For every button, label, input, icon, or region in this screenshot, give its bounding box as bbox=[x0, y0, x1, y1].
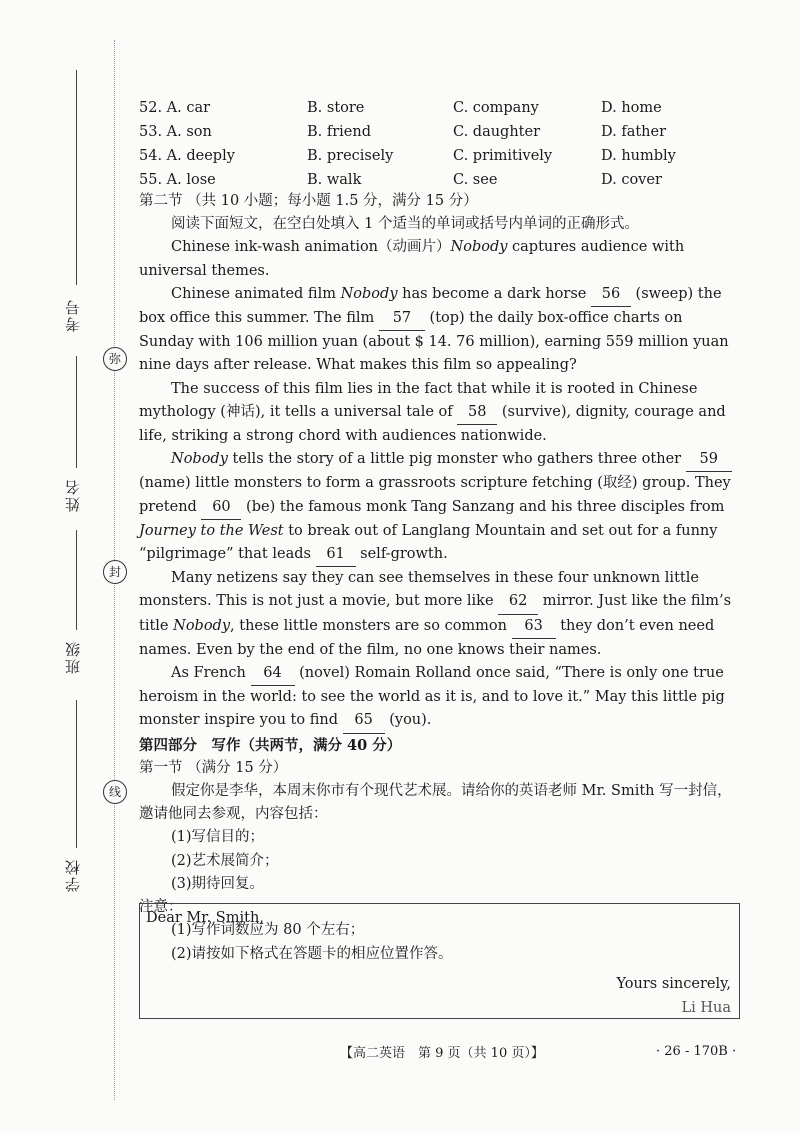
exam-body bbox=[139, 190, 739, 966]
note-label: 注意： bbox=[139, 899, 183, 916]
film-name: Nobody bbox=[173, 617, 231, 634]
option-d: D. cover bbox=[601, 172, 662, 188]
part4-heading: 第四部分 写作（共两节，满分 40 分） bbox=[139, 736, 402, 754]
note-2: (2)请按如下格式在答题卡的相应位置作答。 bbox=[171, 945, 453, 962]
margin-label-exam-number: 考号 bbox=[64, 298, 82, 332]
option-c: C. primitively bbox=[453, 148, 553, 164]
text: they don’t even need names. Even by the end of the film, no one knows their names. bbox=[139, 617, 715, 658]
margin-label-class: 班级 bbox=[64, 640, 82, 674]
option-a: 53. A. son bbox=[139, 124, 212, 140]
option-d: D. home bbox=[601, 100, 662, 116]
passage-title bbox=[139, 236, 739, 282]
text: (be) the famous monk Tang Sanzang and his three disciples from bbox=[241, 498, 725, 515]
section2-heading: 第二节 （共 10 小题；每小题 1.5 分，满分 15 分） bbox=[139, 193, 478, 209]
option-a: 55. A. lose bbox=[139, 172, 216, 188]
blank-57[interactable]: 57 bbox=[379, 307, 425, 331]
option-row bbox=[139, 168, 759, 192]
title-text: captures audience with universal themes. bbox=[139, 239, 685, 279]
writing-point-2: (2)艺术展简介； bbox=[171, 852, 279, 869]
cloze-options bbox=[139, 96, 759, 192]
margin-label-school: 学校 bbox=[64, 858, 82, 892]
text: (novel) Romain Rolland once said, “There is only one true heroism in the world: to see the world as it is, and to love it.” May this little pig monster inspire you to find bbox=[139, 665, 725, 729]
blank-63[interactable]: 63 bbox=[512, 615, 556, 639]
blank-60[interactable]: 60 bbox=[201, 496, 241, 520]
passage-paragraph-3 bbox=[139, 448, 739, 567]
footer-code: · 26 - 170B · bbox=[656, 1044, 737, 1059]
option-row bbox=[139, 144, 759, 168]
option-row bbox=[139, 120, 759, 144]
option-b: B. walk bbox=[307, 172, 362, 188]
seal-feng: 封 bbox=[103, 560, 127, 584]
blank-56[interactable]: 56 bbox=[591, 283, 631, 307]
text: tells the story of a little pig monster who gathers three other bbox=[227, 451, 686, 468]
blank-65[interactable]: 65 bbox=[343, 709, 385, 733]
option-b: B. precisely bbox=[307, 148, 394, 164]
option-c: C. company bbox=[453, 100, 539, 116]
writing-prompt: 假定你是李华，本周末你市有个现代艺术展。请给你的英语老师 Mr. Smith 写一封信，邀请他同去参观，内容包括： bbox=[139, 783, 732, 823]
title-film-name: Nobody bbox=[450, 239, 508, 256]
film-name: Nobody bbox=[171, 451, 228, 468]
text: (survive), dignity, courage and life, striking a strong chord with audiences nationwide. bbox=[139, 403, 726, 445]
passage-paragraph-2 bbox=[139, 378, 739, 449]
seal-xian: 线 bbox=[103, 780, 127, 804]
text: As French bbox=[171, 665, 251, 682]
text: mirror. Just like the film’s title bbox=[139, 593, 732, 634]
part4-subheading: 第一节 （满分 15 分） bbox=[139, 759, 288, 776]
letter-closing: Yours sincerely, bbox=[616, 976, 731, 992]
book-title: Journey to the West bbox=[139, 522, 284, 539]
blank-64[interactable]: 64 bbox=[251, 662, 295, 686]
text: The success of this film lies in the fact that while it is rooted in Chinese mythology (神话), it tells a universal tale of bbox=[139, 380, 698, 420]
film-name: Nobody bbox=[340, 285, 398, 302]
option-a: 54. A. deeply bbox=[139, 148, 235, 164]
text: (you). bbox=[384, 712, 432, 729]
option-b: B. friend bbox=[307, 124, 372, 140]
margin-write-line bbox=[76, 70, 77, 285]
text: Many netizens say they can see themselves in these four unknown little monsters. This is not just a movie, but more like bbox=[139, 570, 699, 610]
text: to break out of Langlang Mountain and set out for a funny “pilgrimage” that leads bbox=[139, 522, 718, 563]
letter-answer-box[interactable] bbox=[139, 903, 740, 1019]
margin-write-line bbox=[76, 356, 77, 468]
passage-paragraph-1 bbox=[139, 283, 739, 378]
margin-write-line bbox=[76, 530, 77, 630]
seal-mi: 弥 bbox=[103, 347, 127, 371]
text: (name) little monsters to form a grassroots scripture fetching (取经) group. They pretend bbox=[139, 475, 731, 515]
passage-paragraph-4 bbox=[139, 567, 739, 662]
text: has become a dark horse bbox=[397, 285, 591, 302]
text: self-growth. bbox=[355, 546, 448, 563]
blank-61[interactable]: 61 bbox=[316, 543, 356, 567]
section2-instruction: 阅读下面短文，在空白处填入 1 个适当的单词或括号内单词的正确形式。 bbox=[171, 216, 639, 233]
option-a: 52. A. car bbox=[139, 100, 211, 116]
margin-write-line bbox=[76, 700, 77, 848]
passage-paragraph-5 bbox=[139, 662, 739, 734]
writing-point-1: (1)写信目的； bbox=[171, 829, 265, 846]
option-d: D. father bbox=[601, 124, 667, 140]
letter-signature: Li Hua bbox=[681, 1000, 731, 1016]
letter-greeting: Dear Mr. Smith, bbox=[146, 910, 264, 926]
writing-point-3: (3)期待回复。 bbox=[171, 875, 265, 892]
text: Chinese animated film bbox=[171, 285, 341, 302]
text: , these little monsters are so common bbox=[230, 617, 512, 634]
blank-58[interactable]: 58 bbox=[457, 401, 497, 425]
option-row bbox=[139, 96, 759, 120]
title-text: Chinese ink-wash animation（动画片） bbox=[171, 239, 451, 256]
blank-62[interactable]: 62 bbox=[498, 590, 538, 614]
text: (sweep) the box office this summer. The film bbox=[139, 285, 722, 327]
blank-59[interactable]: 59 bbox=[686, 448, 732, 472]
text: (top) the daily box-office charts on Sunday with 106 million yuan (about $ 14. 76 million), earning 559 million yuan nine days after release. What makes this film so appealing? bbox=[139, 310, 729, 374]
option-c: C. see bbox=[453, 172, 498, 188]
footer-page-info: 【高二英语 第 9 页（共 10 页）】 bbox=[340, 1046, 544, 1061]
margin-label-name: 姓名 bbox=[64, 478, 82, 512]
option-c: C. daughter bbox=[453, 124, 541, 140]
option-d: D. humbly bbox=[601, 148, 676, 164]
option-b: B. store bbox=[307, 100, 365, 116]
note-1: (1)写作词数应为 80 个左右； bbox=[171, 922, 365, 939]
